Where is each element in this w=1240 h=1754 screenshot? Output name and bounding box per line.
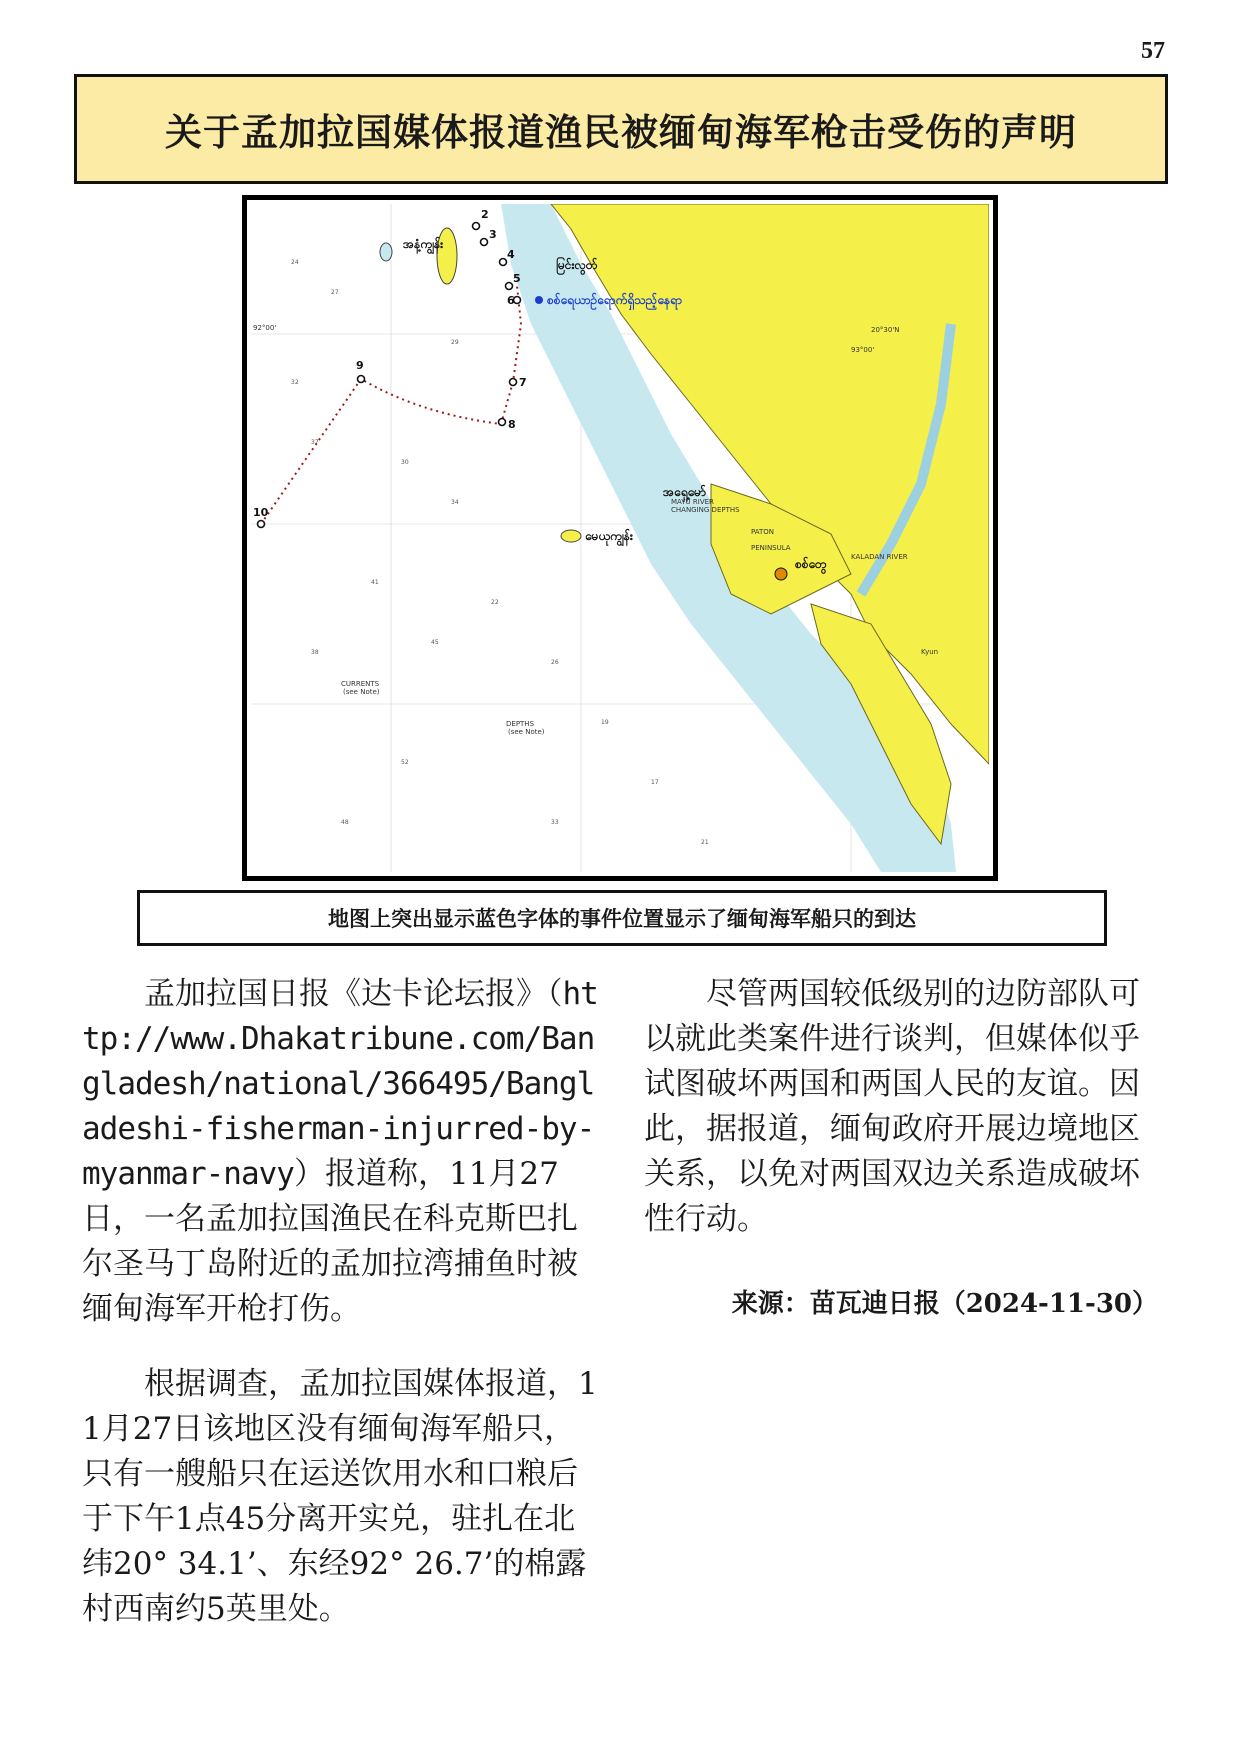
marker-2: 2 — [481, 208, 489, 221]
kaladan-label: KALADAN RIVER — [851, 553, 908, 561]
svg-text:34: 34 — [451, 499, 459, 506]
paragraph-3: 尽管两国较低级别的边防部队可以就此类案件进行谈判，但媒体似乎试图破坏两国和两国人民的友谊。因此，据报道，缅甸政府开展边境地区关系，以免对两国双边关系造成破坏性行动。 — [644, 976, 1140, 1237]
svg-text:26: 26 — [551, 659, 559, 666]
akyab-area-label: အရှေ့မော် — [663, 485, 706, 499]
svg-text:32: 32 — [291, 379, 299, 386]
depths-note: (see Note) — [508, 728, 545, 736]
depths-label: DEPTHS — [506, 720, 535, 728]
incident-marker — [535, 296, 543, 304]
paragraph-1 — [82, 972, 602, 1332]
svg-text:48: 48 — [341, 819, 349, 826]
paragraph-1-start: 孟加拉国日报《达卡论坛报》（ — [144, 976, 563, 1012]
svg-text:33: 33 — [551, 819, 559, 826]
marker-7: 7 — [519, 376, 527, 389]
svg-text:38: 38 — [311, 649, 319, 656]
svg-text:22: 22 — [491, 599, 499, 606]
island-north-label: အနံ့ကျွန်း — [403, 237, 444, 251]
mayu-river-label: MAYU RIVER — [671, 498, 714, 506]
paragraph-2: 根据调查，孟加拉国媒体报道，11月27日该地区没有缅甸海军船只，只有一艘船只在运送饮用水和口粮后于下午1点45分离开实兑，驻扎在北纬20° 34.1’、东经92° 26.7’的棉露村西南约5英里处。 — [82, 1366, 598, 1627]
marker-10: 10 — [253, 506, 269, 519]
svg-text:27: 27 — [331, 289, 339, 296]
marker-4: 4 — [507, 248, 515, 261]
source-line: 来源：苗瓦迪日报（2024-11-30） — [731, 1289, 1158, 1319]
svg-text:29: 29 — [451, 339, 459, 346]
island-south-label: မေယုကျွန်း — [585, 529, 633, 543]
nautical-map — [242, 195, 998, 881]
lon-label-east: 93°00' — [851, 346, 875, 354]
lon-label-west: 92°00' — [253, 324, 277, 332]
title-banner — [74, 74, 1168, 184]
svg-text:41: 41 — [371, 579, 379, 586]
right-column — [644, 972, 1164, 1327]
marker-3: 3 — [489, 228, 497, 241]
paton-label: PATON — [751, 528, 775, 536]
currents-note: (see Note) — [343, 688, 380, 696]
marker-5: 5 — [513, 272, 521, 285]
marker-8: 8 — [508, 418, 516, 431]
marker-6: 6 — [507, 294, 515, 307]
svg-text:19: 19 — [601, 719, 609, 726]
incident-site-label: စစ်ရေယာဉ်ရောက်ရှိသည့်နေရာ — [547, 293, 682, 307]
svg-text:52: 52 — [401, 759, 409, 766]
svg-text:24: 24 — [291, 259, 299, 266]
map-caption: 地图上突出显示蓝色字体的事件位置显示了缅甸海军船只的到达 — [137, 890, 1107, 946]
changing-depths-label: CHANGING DEPTHS — [671, 506, 740, 514]
small-island — [380, 243, 392, 261]
paragraph-1-end: ）报道称，11月27日，一名孟加拉国渔民在科克斯巴扎尔圣马丁岛附近的孟加拉湾捕鱼时被缅甸海军开枪打伤。 — [82, 1156, 578, 1327]
left-column — [82, 972, 602, 1632]
svg-text:17: 17 — [651, 779, 659, 786]
currents-label: CURRENTS — [341, 680, 380, 688]
svg-text:21: 21 — [701, 839, 709, 846]
page-title: 关于孟加拉国媒体报道渔民被缅甸海军枪击受伤的声明 — [165, 111, 1077, 154]
sittwe-marker — [775, 568, 787, 580]
svg-text:30: 30 — [401, 459, 409, 466]
svg-text:37: 37 — [311, 439, 319, 446]
map-canvas — [251, 204, 989, 872]
marker-9: 9 — [356, 359, 364, 372]
lat-label: 20°30'N — [871, 326, 900, 334]
dhaka-tribune-url: http://www.Dhakatribune.com/Bangladesh/national/366495/Bangladeshi-fisherman-injurred-by-myanmar-navy — [82, 976, 598, 1192]
kyun-label: Kyun — [921, 648, 939, 656]
page-number: 57 — [1141, 38, 1165, 64]
oyster-island — [561, 530, 581, 542]
maungdaw-label: မြင်းလွတ် — [556, 258, 598, 272]
svg-text:45: 45 — [431, 639, 439, 646]
sittwe-label: စစ်တွေ — [795, 557, 827, 571]
peninsula-label: PENINSULA — [751, 544, 791, 552]
